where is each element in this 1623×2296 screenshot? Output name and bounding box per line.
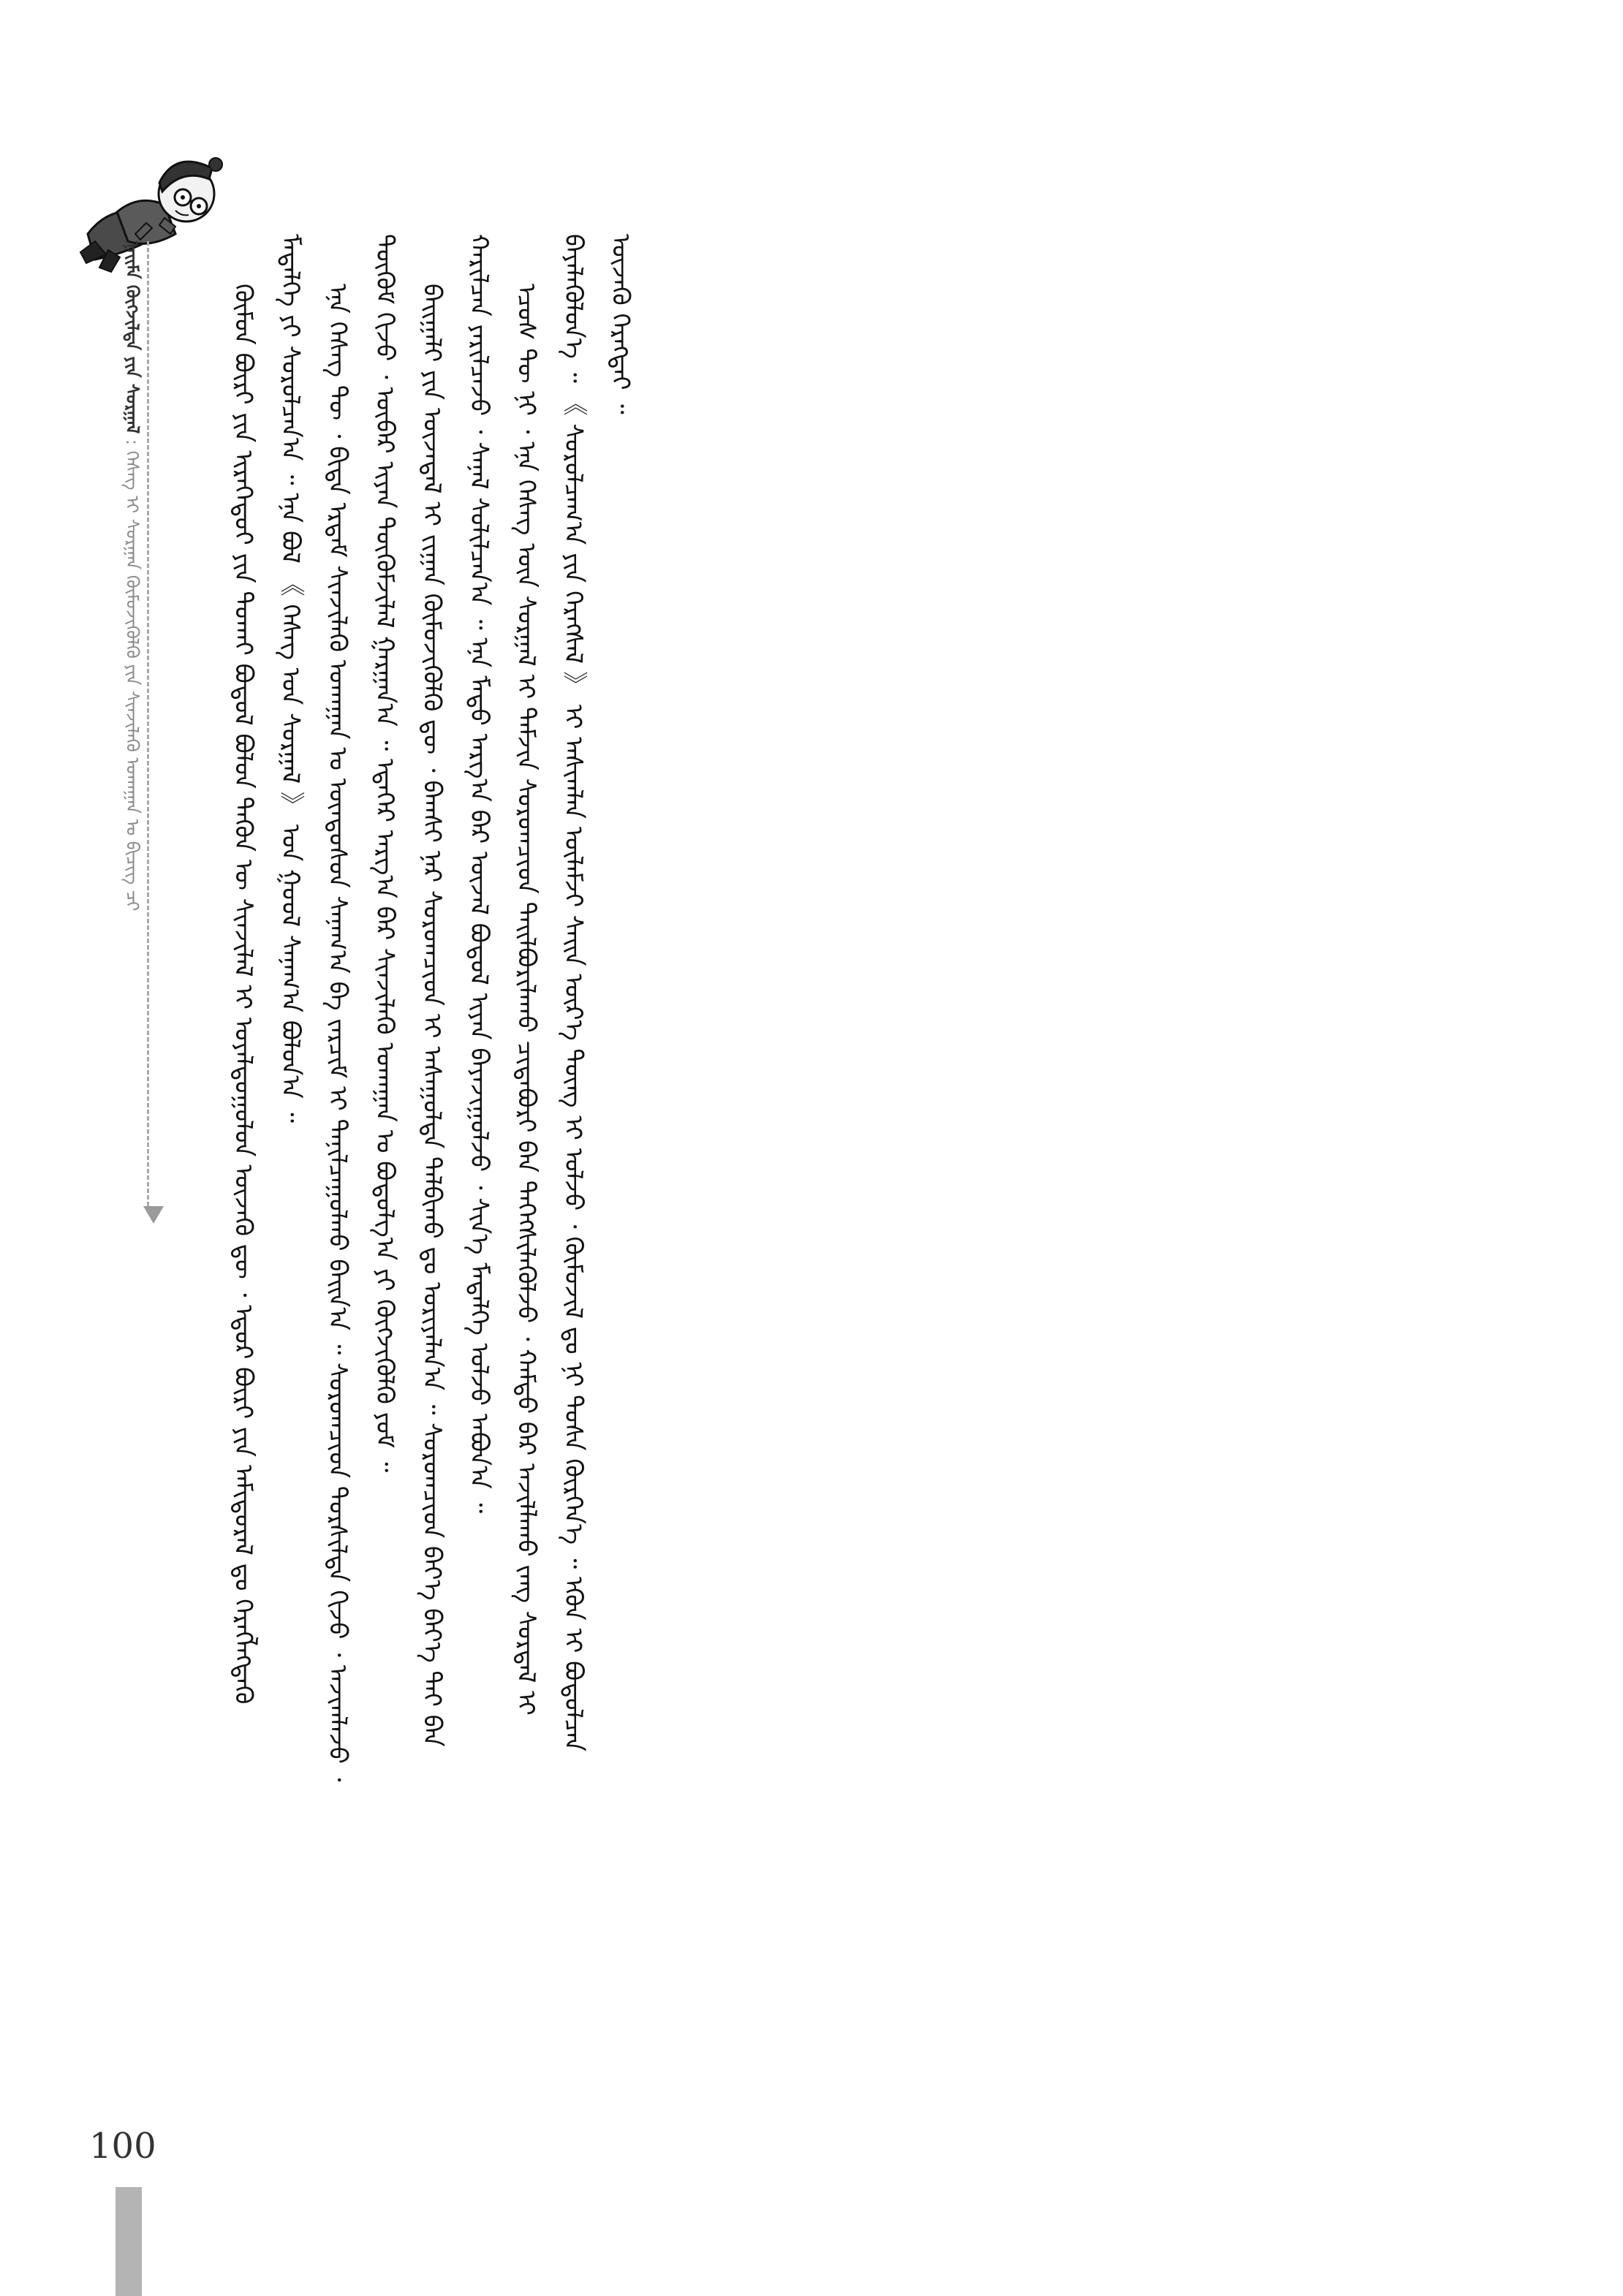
- paragraph: ᠬᠦᠮᠦᠨ ᠪᠦᠷᠢ ᠶᠢᠨ ᠢᠷᠡᠭᠡᠳᠦᠢ ᠶᠢᠨ ᠲᠤᠬᠠᠢ ᠪᠣᠳᠣᠯ ᠪᠣᠯᠤᠨ ᠲᠡᠭᠦᠨ ᠦ ᠰᠢᠨᠵᠢᠯᠡᠯ ᠢ ᠤᠶᠠᠯᠳᠤᠭᠤᠯᠤᠨ ᠦᠵᠡᠬᠦ ᠳᠦ ᠂ ᠡᠳᠦᠷ ᠪᠦᠷᠢ ᠶᠢᠨ ᠠᠮᠢᠳᠤᠷᠠᠯ ᠳᠤ ᠬᠡᠷᠡᠭᠯᠡᠭᠳᠡᠬᠦ ᠮᠡᠳᠡᠯᠭᠡ ᠶᠢ ᠰᠤᠷᠤᠯᠴᠠᠨ᠎ᠠ ᠃ ᠡᠨᠡ ᠪᠣᠯ 《 ᠬᠡᠰᠡᠭ ᠤᠨ ᠰᠤᠷᠭᠠᠯ 》 ᠤᠨ ᠭᠣᠣᠯ ᠰᠠᠨᠠᠭ᠎ᠠ ᠪᠣᠯᠤᠨ᠎ᠠ ᠃: [228, 234, 305, 1705]
- triangle-pointer-icon: [143, 1206, 164, 1224]
- page-edge-marker: [116, 2187, 142, 2296]
- paragraph: ᠡᠨᠡ ᠬᠡᠰᠡᠭ ᠲᠦ ᠂ ᠪᠢᠳᠡ ᠡᠷᠳᠡᠮ ᠰᠢᠨᠵᠢᠯᠡᠬᠦ ᠤᠬᠠᠭᠠᠨ ᠤ ᠦᠨᠳᠦᠰᠦᠨ ᠰᠠᠨᠠᠭ᠎ᠠ ᠪᠠ ᠵᠠᠷᠴᠢᠮ ᠢ ᠲᠠᠨᠢᠯᠴᠠᠭᠤᠯᠬᠤ ᠪᠠᠢᠨ᠎ᠠ ᠃ ᠰᠤᠷᠤᠭᠴᠢᠳ ᠲᠤᠷᠰᠢᠯᠲᠠ ᠬᠢᠵᠦ ᠂ ᠠᠵᠢᠭᠯᠠᠵᠤ ᠂ ᠳᠦᠭᠦᠮ ᠬᠢᠵᠦ ᠂ ᠦᠪᠡᠷ ᠢᠶᠡᠨ ᠳᠦᠭᠦᠮᠵᠢᠯᠡᠯ ᠭᠠᠷᠭᠠᠨ᠎ᠠ ᠃ ᠡᠳᠡᠭᠡᠷ ᠠᠷᠭ᠎ᠠ ᠪᠠᠷ ᠰᠢᠨᠵᠢᠯᠡᠬᠦ ᠤᠬᠠᠭᠠᠨ ᠤ ᠪᠣᠳᠣᠯᠭ᠎ᠠ ᠶᠢ ᠬᠥᠭᠵᠢᠭᠦᠯᠬᠦ ᠶᠤᠮ ᠃: [322, 234, 399, 1782]
- paragraph: ᠪᠠᠢᠭᠠᠯᠢ ᠶᠢᠨ ᠦᠵᠡᠳᠡᠯ ᠢ ᠵᠢᠭᠠᠨ ᠬᠦᠮᠦᠵᠢᠭᠦᠯᠬᠦ ᠳᠦ ᠂ ᠪᠠᠭᠰᠢ ᠨᠠᠷ ᠰᠤᠷᠤᠭᠴᠢᠳ ᠢ ᠠᠰᠠᠭᠤᠯᠲᠠ ᠲᠠᠯᠪᠢᠬᠤ ᠳᠤ ᠤᠷᠢᠶᠠᠯᠠᠨ᠎ᠠ ᠃ ᠰᠤᠷᠤᠭᠴᠢᠳ ᠪᠡᠶ᠎ᠡ ᠪᠡᠶ᠎ᠡ ᠲᠡᠢ ᠪᠠᠨ ᠬᠠᠷᠢᠯᠴᠠᠨ ᠶᠠᠷᠢᠯᠴᠠᠵᠤ ᠂ ᠰᠠᠨᠠᠯ ᠰᠣᠯᠢᠯᠴᠠᠨ᠎ᠠ ᠃ ᠡᠨᠡ ᠮᠡᠲᠦ ᠠᠷᠭ᠎ᠠ ᠪᠠᠷ ᠦᠵᠡᠯ ᠪᠣᠳᠣᠯ ᠢᠶᠠᠨ ᠪᠠᠶᠠᠵᠢᠭᠤᠯᠵᠤ ᠂ ᠰᠢᠨ᠎ᠡ ᠮᠡᠳᠡᠯᠭᠡ ᠣᠯᠵᠤ ᠠᠪᠤᠨ᠎ᠠ ᠃: [417, 234, 493, 1747]
- running-header-title: ᠬᠡᠰᠡᠭ ᠢ ᠰᠤᠷᠭᠠᠨ ᠬᠦᠮᠦᠵᠢᠭᠦᠯᠬᠦ ᠶᠢᠨ ᠰᠢᠨᠵᠢᠯᠡᠬᠦ ᠤᠬᠠᠭᠠᠨ ᠤ ᠪᠢᠴᠢᠭ ᠴᠢ: [122, 450, 143, 912]
- paragraph: ᠡᠴᠦᠰ ᠲᠦ ᠨᠢ ᠂ ᠡᠨᠡ ᠬᠡᠰᠡᠭ ᠦᠨ ᠰᠤᠷᠭᠠᠯ ᠢ ᠳᠠᠮᠵᠢᠨ ᠰᠤᠷᠤᠭᠴᠢᠳ ᠲᠠᠢᠯᠪᠤᠷᠢᠯᠠᠬᠤ ᠴᠢᠳᠠᠪᠤᠷᠢ ᠪᠠᠨ ᠳᠡᠭᠡᠭᠰᠢᠯᠡᠭᠦᠯᠵᠦ ᠂ ᠬᠠᠮᠲᠤ ᠪᠠᠷ ᠠᠵᠢᠯᠯᠠᠬᠤ ᠵᠠᠩ ᠰᠤᠷᠲᠠᠯ ᠢ ᠪᠡᠶᠡᠯᠡᠭᠦᠯᠦᠨ᠎ᠡ ᠃ 《 ᠰᠤᠷᠤᠯᠴᠠᠭ᠎ᠠ ᠶᠢᠨ ᠬᠡᠷᠡᠭᠰᠡᠯ 》 ᠢ ᠠᠰᠢᠭᠯᠠᠨ ᠦᠯᠡᠮᠵᠢ ᠰᠠᠢᠨ ᠦᠷ᠎ᠡ ᠳᠦᠩ ᠢ ᠣᠯᠵᠤ ᠂ ᠬᠦᠮᠦᠵᠢᠯ ᠳᠤ ᠨᠢ ᠲᠤᠰᠠ ᠬᠦᠷᠭᠡᠨ᠎ᠡ ᠃ ᠡᠭᠦᠨ ᠢ ᠪᠤᠳᠤᠯᠴᠠᠨ ᠦᠵᠡᠬᠦ ᠬᠡᠷᠡᠭᠲᠡᠢ ᠃: [511, 234, 635, 1751]
- main-text-columns: [219, 234, 1462, 1784]
- running-header: [117, 241, 146, 1250]
- header-separator: :: [122, 439, 143, 451]
- header-dashed-rule: [147, 241, 149, 1206]
- running-header-subtitle: ᠨᠠᠢᠮᠠ ᠬᠦᠭᠵᠢᠯᠲᠡ ᠶᠢᠨ ᠰᠤᠷᠭᠠᠯ: [122, 241, 143, 434]
- page-number: 100: [89, 2126, 156, 2167]
